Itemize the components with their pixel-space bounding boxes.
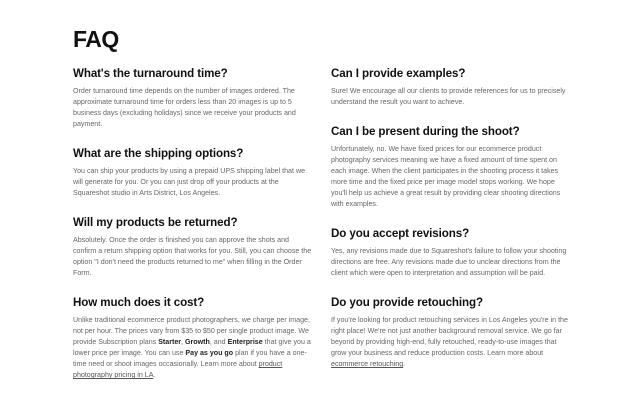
plan-enterprise: Enterprise bbox=[227, 338, 263, 346]
faq-answer: Order turnaround time depends on the number of images ordered. The approximate turnaround time for orders less than 20 images is up to 5 business days (excluding holidays) since we receive your products and payment. bbox=[73, 87, 296, 128]
faq-item-examples bbox=[331, 67, 571, 108]
faq-question: Do you accept revisions? bbox=[331, 227, 470, 240]
faq-item-present bbox=[331, 125, 571, 210]
faq-answer: Yes, any revisions made due to Squareshot's failure to follow your shooting directions are free. Any revisions made due to unclear directions from the client which were open to interpretation and assumption will be paid. bbox=[331, 247, 567, 277]
plan-starter: Starter bbox=[158, 338, 182, 346]
faq-item-turnaround bbox=[73, 67, 313, 130]
faq-item-shipping bbox=[73, 147, 313, 199]
answer-text: . bbox=[403, 360, 406, 368]
faq-question: How much does it cost? bbox=[73, 296, 205, 309]
pricing-link[interactable]: product photography pricing in LA bbox=[73, 360, 283, 379]
faq-question: What's the turnaround time? bbox=[73, 67, 228, 80]
faq-answer: Unfortunately, no. We have fixed prices for our ecommerce product photography services meaning we have a fixed amount of time spent on each image. When the client participates in the shooting process it takes more time and the fixed price per image model stops working. We hope you'll help us achieve a great result by providing clear shooting directions with examples. bbox=[331, 145, 561, 208]
faq-answer: You can ship your products by using a prepaid UPS shipping label that we will generate for you. Or you can just drop off your products at the Squareshot studio in Arts District, Los Angeles. bbox=[73, 167, 306, 197]
faq-column-left bbox=[73, 67, 313, 398]
plan-pay-as-you-go: Pay as you go bbox=[185, 349, 234, 357]
faq-item-cost bbox=[73, 296, 313, 381]
answer-text: that give you a lower price per image. You can use bbox=[73, 338, 311, 357]
faq-item-retouching bbox=[331, 296, 571, 370]
answer-text: If you're looking for product retouching services in Los Angeles you're in the right place! We're not just another background removal service. We go far beyond by providing high-end, fully retouched, ready-to-use images that grow your business and reduce production costs. Learn more about bbox=[331, 316, 568, 357]
retouching-link[interactable]: ecommerce retouching bbox=[331, 360, 404, 368]
answer-text: , and bbox=[209, 338, 228, 346]
faq-answer bbox=[73, 315, 313, 381]
faq-answer: Sure! We encourage all our clients to provide references for us to precisely understand the result you want to achieve. bbox=[331, 87, 566, 106]
faq-question: Do you provide retouching? bbox=[331, 296, 483, 309]
faq-answer bbox=[331, 315, 571, 370]
answer-text: Unlike traditional ecommerce product photographers, we charge per image, not per hour. The prices vary from $35 to $50 per single product image. We provide Subscription plans bbox=[73, 316, 310, 346]
faq-answer: Absolutely. Once the order is finished you can approve the shots and confirm a return shipping option that works for you. Still, you can choose the option "I don't need the products returned to me" when filling in the Order Form. bbox=[73, 236, 312, 277]
faq-column-right bbox=[331, 67, 571, 387]
answer-text: plan if you have a one-time need or shoot images occasionally. Learn more about bbox=[73, 349, 307, 368]
faq-item-revisions bbox=[331, 227, 571, 279]
faq-question: Will my products be returned? bbox=[73, 216, 238, 229]
page-title: FAQ bbox=[73, 26, 119, 52]
answer-text: . bbox=[153, 371, 156, 379]
faq-item-returned bbox=[73, 216, 313, 279]
plan-growth: Growth bbox=[185, 338, 210, 346]
faq-question: Can I provide examples? bbox=[331, 67, 466, 80]
faq-question: What are the shipping options? bbox=[73, 147, 244, 160]
faq-question: Can I be present during the shoot? bbox=[331, 125, 520, 138]
answer-text: , bbox=[181, 338, 186, 346]
